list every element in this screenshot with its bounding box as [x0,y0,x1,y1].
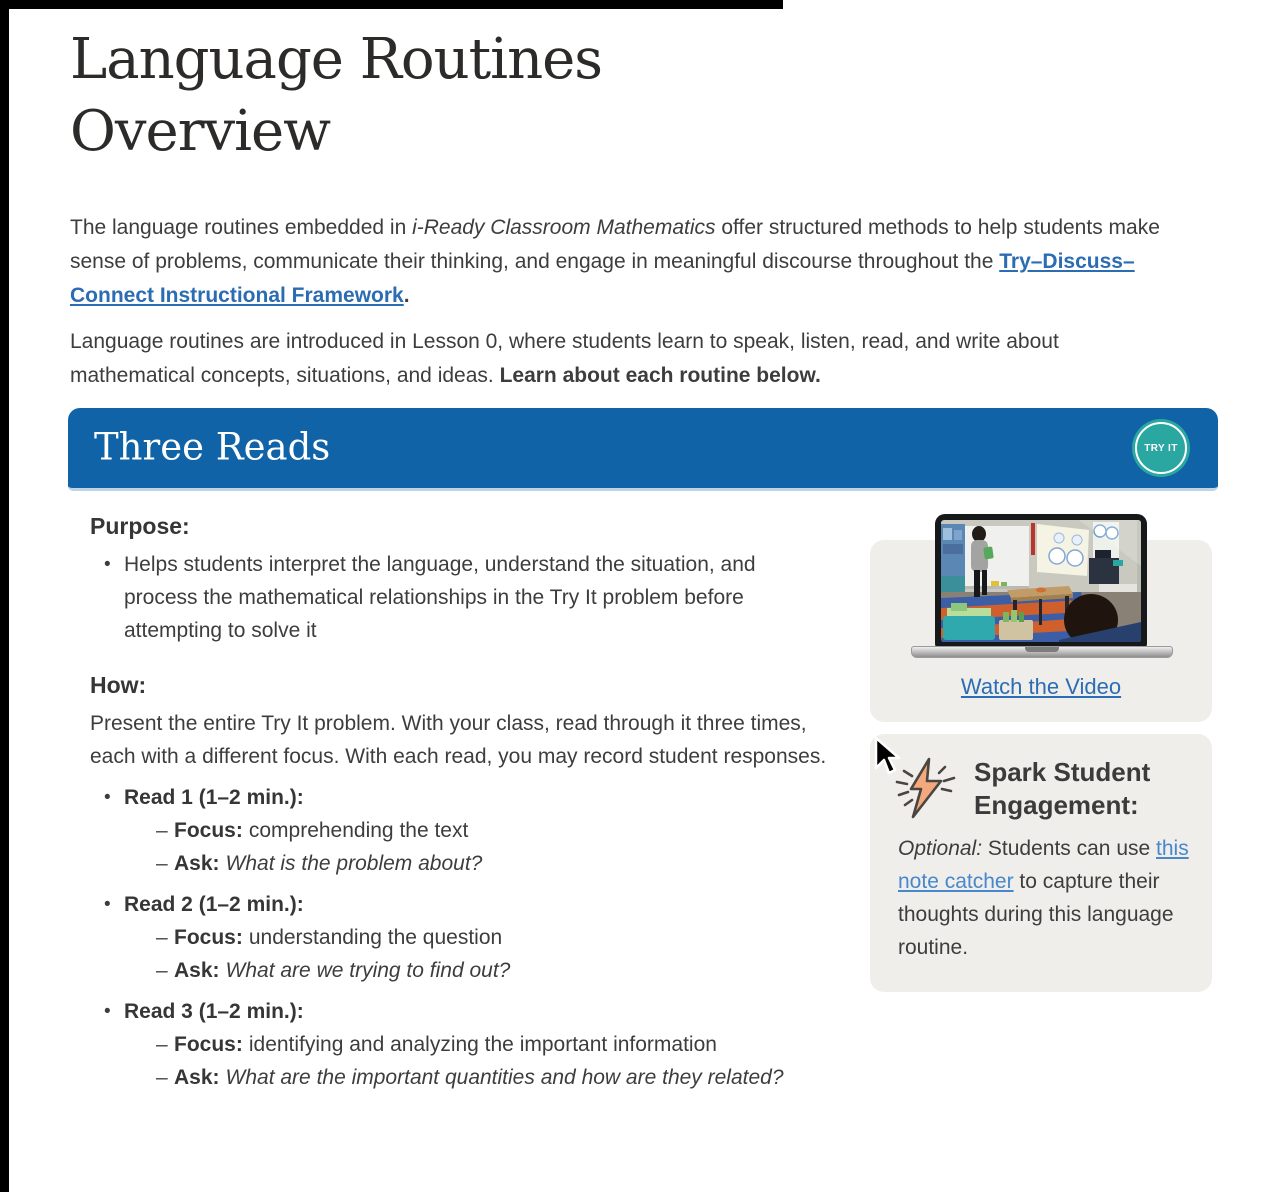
page-title-line1: Language Routines [70,27,603,92]
spark-body-text [898,832,1200,964]
read-3-head [104,995,852,1028]
page-title-line2: Overview [70,99,331,164]
try-it-badge[interactable] [1132,419,1190,477]
purpose-bullet-text: Helps students interpret the language, understand the situation, and process the mathematical relationships in the Try It problem before attempting to solve it [124,553,756,642]
dash-marker: – [156,1033,168,1056]
bullet-marker: • [104,1001,111,1022]
purpose-bullet-item [104,548,852,647]
try-discuss-connect-link[interactable]: Try–Discuss–Connect Instructional Framework [70,250,1135,307]
read-2-focus [174,921,502,954]
focus-text: identifying and analyzing the important information [248,1033,717,1056]
list-item-read-1 [90,781,852,880]
how-intro-text: Present the entire Try It problem. With your class, read through it three times, each with a different focus. With each read, you may record student responses. [90,712,827,768]
ask-text: What are we trying to find out? [225,959,511,982]
list-item-read-3 [90,995,852,1094]
read-3-focus [174,1028,717,1061]
top-crop-bar [0,0,783,9]
text-segment: Students can use [982,837,1157,860]
ask-label: Ask: [174,959,220,982]
read-1-label: Read 1 (1–2 min.): [124,786,304,809]
laptop-video-thumbnail[interactable] [935,514,1147,648]
note-catcher-link[interactable]: this note catcher [898,837,1189,893]
reads-list [90,781,852,1094]
text-segment: Learn about each routine below. [499,364,821,387]
ask-label: Ask: [174,852,220,875]
read-1-ask-row [156,847,852,880]
read-3-label: Read 3 (1–2 min.): [124,1000,304,1023]
banner-title: Three Reads [94,425,331,469]
spark-heading-line1: Spark Student [974,757,1151,787]
watch-video-link[interactable]: Watch the Video [960,674,1122,699]
focus-label: Focus: [174,1033,243,1056]
purpose-heading: Purpose: [90,513,190,539]
read-1-focus-row [156,814,852,847]
dash-marker: – [156,926,168,949]
ask-text: What is the problem about? [225,852,483,875]
read-2-ask [174,954,510,987]
text-segment: to capture their thoughts during this language routine. [898,870,1174,959]
read-1-head [104,781,852,814]
read-3-ask-row [156,1061,852,1094]
spark-engagement-card [870,734,1212,992]
text-segment: . [403,284,410,307]
spark-heading [974,756,1150,822]
dash-marker: – [156,1066,168,1089]
ask-label: Ask: [174,1066,220,1089]
text-segment: Language routines are introduced in Lesson 0, where students learn to speak, listen, read, and write about mathematical concepts, situations, and ideas. [70,330,1059,387]
focus-text: comprehending the text [248,819,469,842]
read-2-head [104,888,852,921]
focus-label: Focus: [174,819,243,842]
page-title [70,24,602,168]
three-reads-banner [68,408,1218,491]
video-card [870,540,1212,722]
how-heading: How: [90,672,147,698]
try-it-badge-label: TRY IT [1144,442,1178,454]
lesson0-paragraph [70,325,1160,393]
text-segment: Optional: [898,837,983,860]
read-1-ask [174,847,482,880]
routine-details [90,512,852,1102]
read-2-focus-row [156,921,852,954]
text-segment: i-Ready Classroom Mathematics [412,216,716,239]
bullet-marker: • [104,894,111,915]
dash-marker: – [156,959,168,982]
read-2-ask-row [156,954,852,987]
ask-text: What are the important quantities and how are they related? [225,1066,784,1089]
focus-text: understanding the question [248,926,503,949]
dash-marker: – [156,819,168,842]
laptop-base [911,646,1173,658]
focus-label: Focus: [174,926,243,949]
intro-paragraph [70,211,1160,313]
bullet-marker: • [104,554,111,575]
read-2-label: Read 2 (1–2 min.): [124,893,304,916]
read-1-focus [174,814,468,847]
lightning-bolt-icon [892,756,962,822]
read-3-ask [174,1061,784,1094]
read-3-focus-row [156,1028,852,1061]
spark-heading-line2: Engagement: [974,790,1139,820]
text-segment: The language routines embedded in [70,216,413,239]
bullet-marker: • [104,787,111,808]
classroom-photo [941,520,1141,642]
list-item-read-2 [90,888,852,987]
text-segment: offer structured methods to help students make sense of problems, communicate their thinking, and engage in meaningful discourse throughout the [70,216,1160,273]
dash-marker: – [156,852,168,875]
left-crop-bar [0,0,9,1192]
